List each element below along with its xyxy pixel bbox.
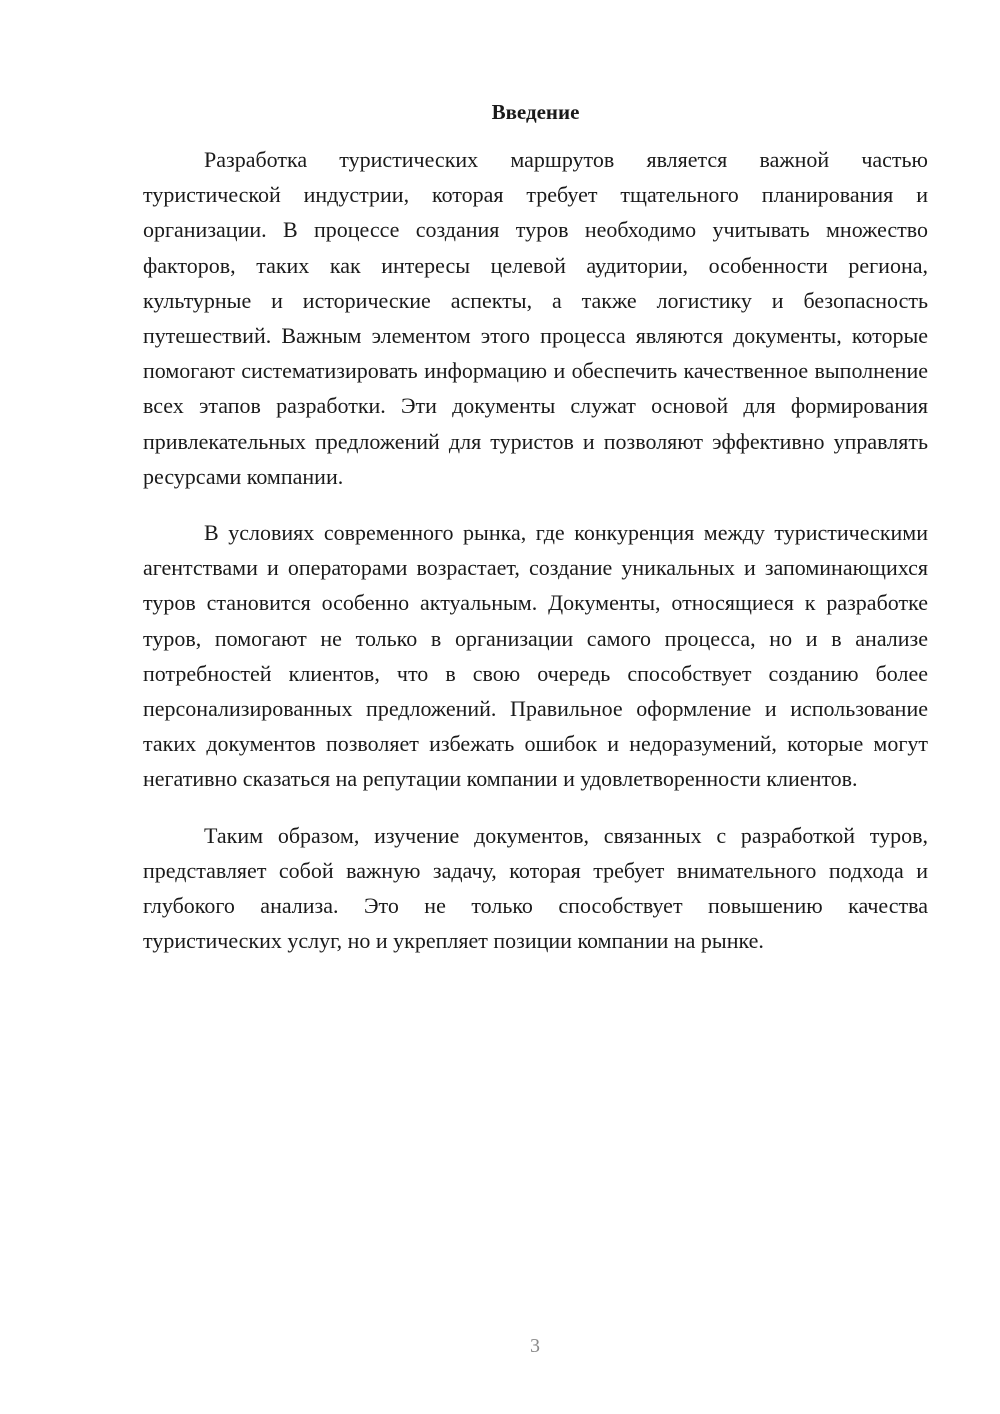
paragraph-3: Таким образом, изучение документов, связанных с разработкой туров, представляет собой важную задачу, которая требует внимательного подхода и глубокого анализа. Это не только способствует повышению качества туристических услуг, но и укрепляет позиции компании на рынке.	[143, 822, 928, 954]
section-heading: Введение	[491, 100, 580, 124]
paragraph-1: Разработка туристических маршрутов является важной частью туристической индустрии, которая требует тщательного планирования и организации. В процессе создания туров необходимо учитывать множество факторов, таких как интересы целевой аудитории, особенности региона, культурные и исторические аспекты, а также логистику и безопасность путешествий. Важным элементом этого процесса являются документы, которые помогают систематизировать информацию и обеспечить качественное выполнение всех этапов разработки. Эти документы служат основой для формирования привлекательных предложений для туристов и позволяют эффективно управлять ресурсами компании.	[143, 147, 928, 489]
page-number: 3	[530, 1335, 540, 1357]
body-text	[143, 142, 928, 979]
paragraph-2: В условиях современного рынка, где конкуренция между туристическими агентствами и операторами возрастает, создание уникальных и запоминающихся туров становится особенно актуальным. Документы, относящиеся к разработке туров, помогают не только в организации самого процесса, но и в анализе потребностей клиентов, что в свою очередь способствует созданию более персонализированных предложений. Правильное оформление и использование таких документов позволяет избежать ошибок и недоразумений, которые могут негативно сказаться на репутации компании и удовлетворенности клиентов.	[143, 520, 928, 792]
